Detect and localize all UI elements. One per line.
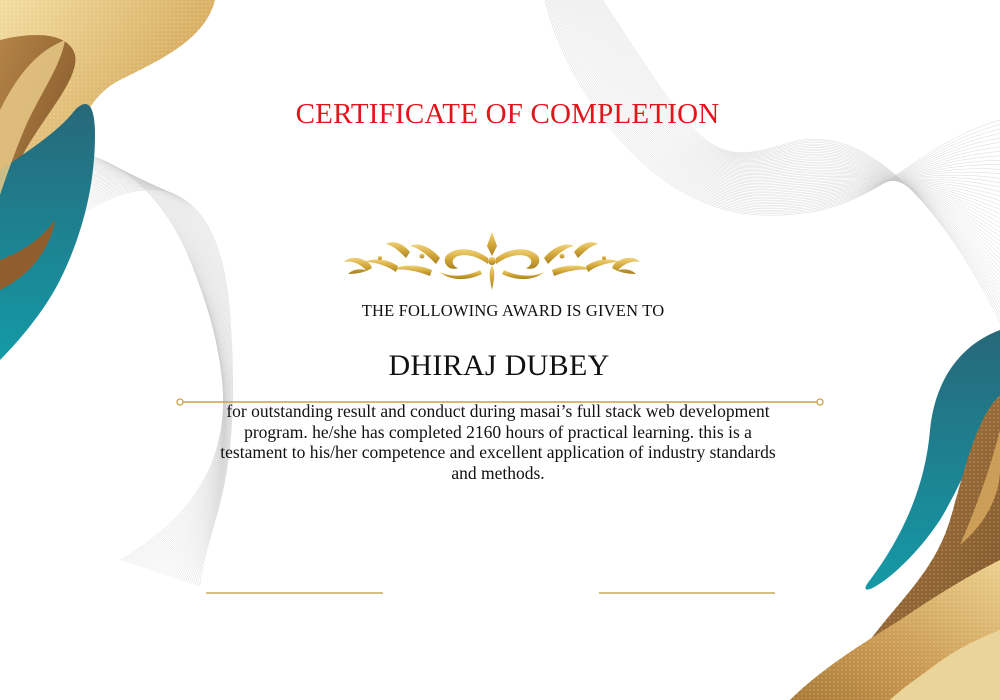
certificate-description: for outstanding result and conduct during masai’s full stack web development program. he/she has completed 2160 hours of practical learning. this is a testament to his/her competence and excellent application of industry standards and methods. — [220, 401, 776, 483]
gold-flourish-ornament — [340, 228, 645, 294]
award-subtitle: THE FOLLOWING AWARD IS GIVEN TO — [361, 301, 665, 320]
corner-swoosh-bottom-right — [790, 330, 1000, 700]
signature-line-left — [206, 592, 383, 594]
recipient-name: DHIRAJ DUBEY — [388, 349, 610, 382]
certificate-title: CERTIFICATE OF COMPLETION — [295, 98, 720, 130]
signature-line-right — [599, 592, 775, 594]
